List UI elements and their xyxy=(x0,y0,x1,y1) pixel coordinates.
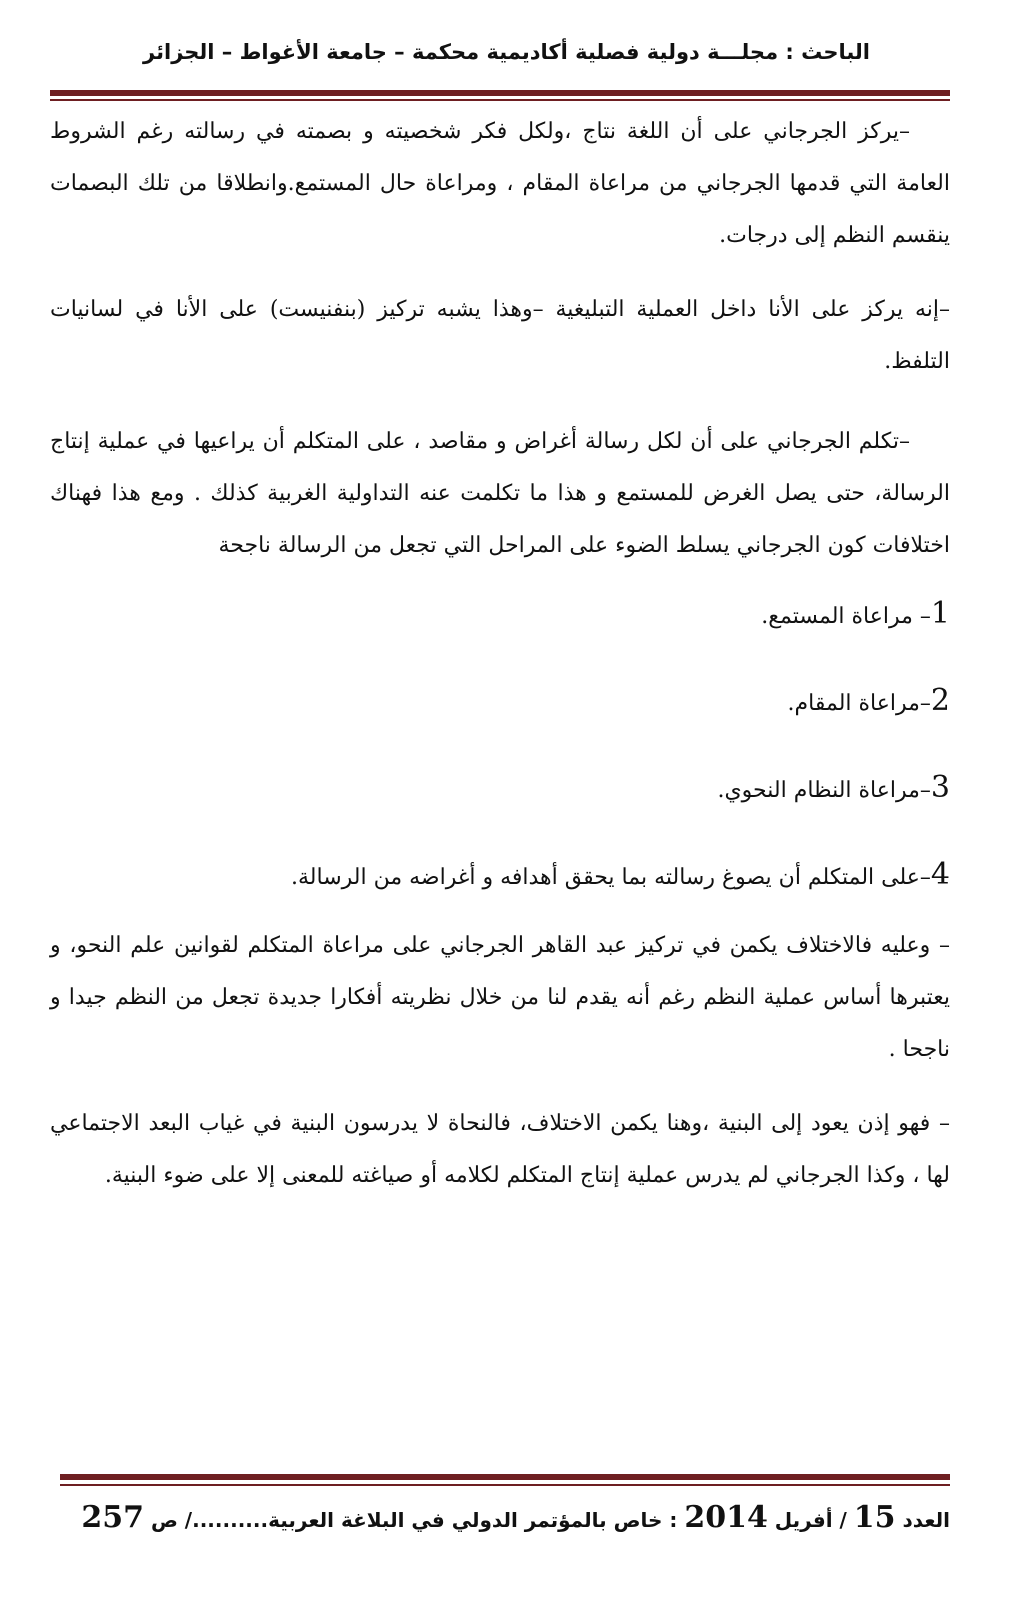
issue-number: 15 xyxy=(853,1500,896,1535)
paragraph-2: –إنه يركز على الأنا داخل العملية التبليغية –وهذا يشبه تركيز (بنفنيست) على الأنا في لسانيات التلفظ. xyxy=(50,297,950,374)
footer-rule-thick xyxy=(60,1474,950,1480)
journal-footer xyxy=(70,1500,950,1535)
paragraph-5: – فهو إذن يعود إلى البنية ،وهنا يكمن الاختلاف، فالنحاة لا يدرسون البنية في غياب البعد الاجتماعي لها ، وكذا الجرجاني لم يدرس عملية إنتاج المتكلم لكلامه أو صياغته للمعنى إلا على ضوء البنية. xyxy=(50,1111,950,1188)
list-number: 2 xyxy=(930,683,950,718)
paragraph-3: –تكلم الجرجاني على أن لكل رسالة أغراض و مقاصد ، على المتكلم أن يراعيها في عملية إنتاج الرسالة، حتى يصل الغرض للمستمع و هذا ما تكلمت عنه التداولية الغربية كذلك . ومع هذا فهناك اختلافات كون الجرجاني يسلط الضوء على المراحل التي تجعل من الرسالة ناجحة xyxy=(50,429,950,558)
list-number: 3 xyxy=(930,770,950,805)
list-number: 4 xyxy=(930,857,950,892)
footer-rule-thin xyxy=(60,1484,950,1486)
list-item-2 xyxy=(50,659,950,746)
issue-month: أفريل xyxy=(774,1508,833,1532)
list-text: –على المتكلم أن يصوغ رسالته بما يحقق أهدافه و أغراضه من الرسالة. xyxy=(291,865,931,890)
issue-label: العدد xyxy=(902,1508,950,1532)
special-issue-note: : خاص بالمؤتمر الدولي في البلاغة العربية........../ ص xyxy=(150,1508,685,1532)
paragraph-4: – وعليه فالاختلاف يكمن في تركيز عبد القاهر الجرجاني على مراعاة المتكلم لقوانين علم النحو، و يعتبرها أساس عملية النظم رغم أنه يقدم لنا من خلال نظريته أفكارا جديدة تجعل من النظم جيدا و ناجحا . xyxy=(50,933,950,1062)
list-item-3 xyxy=(50,746,950,833)
paragraph-1: –يركز الجرجاني على أن اللغة نتاج ،ولكل فكر شخصيته و بصمته في رسالته رغم الشروط العامة التي قدمها الجرجاني من مراعاة المقام ، ومراعاة حال المستمع.وانطلاقا من تلك البصمات ينقسم النظم إلى درجات. xyxy=(50,119,950,248)
list-text: –مراعاة النظام النحوي. xyxy=(717,778,931,803)
issue-year: 2014 xyxy=(684,1500,768,1535)
list-text: – مراعاة المستمع. xyxy=(761,604,931,629)
footer-separator: / xyxy=(832,1508,854,1532)
article-body xyxy=(50,106,950,1202)
list-text: –مراعاة المقام. xyxy=(787,691,931,716)
list-item-4 xyxy=(50,833,950,920)
header-rule-thin xyxy=(50,99,950,101)
page-number: 257 xyxy=(81,1500,144,1535)
journal-header: الباحث : مجلـــة دولية فصلية أكاديمية محكمة – جامعة الأغواط – الجزائر xyxy=(143,40,870,64)
list-number: 1 xyxy=(930,596,950,631)
header-rule-thick xyxy=(50,90,950,96)
list-item-1 xyxy=(50,572,950,659)
page xyxy=(50,0,950,1604)
